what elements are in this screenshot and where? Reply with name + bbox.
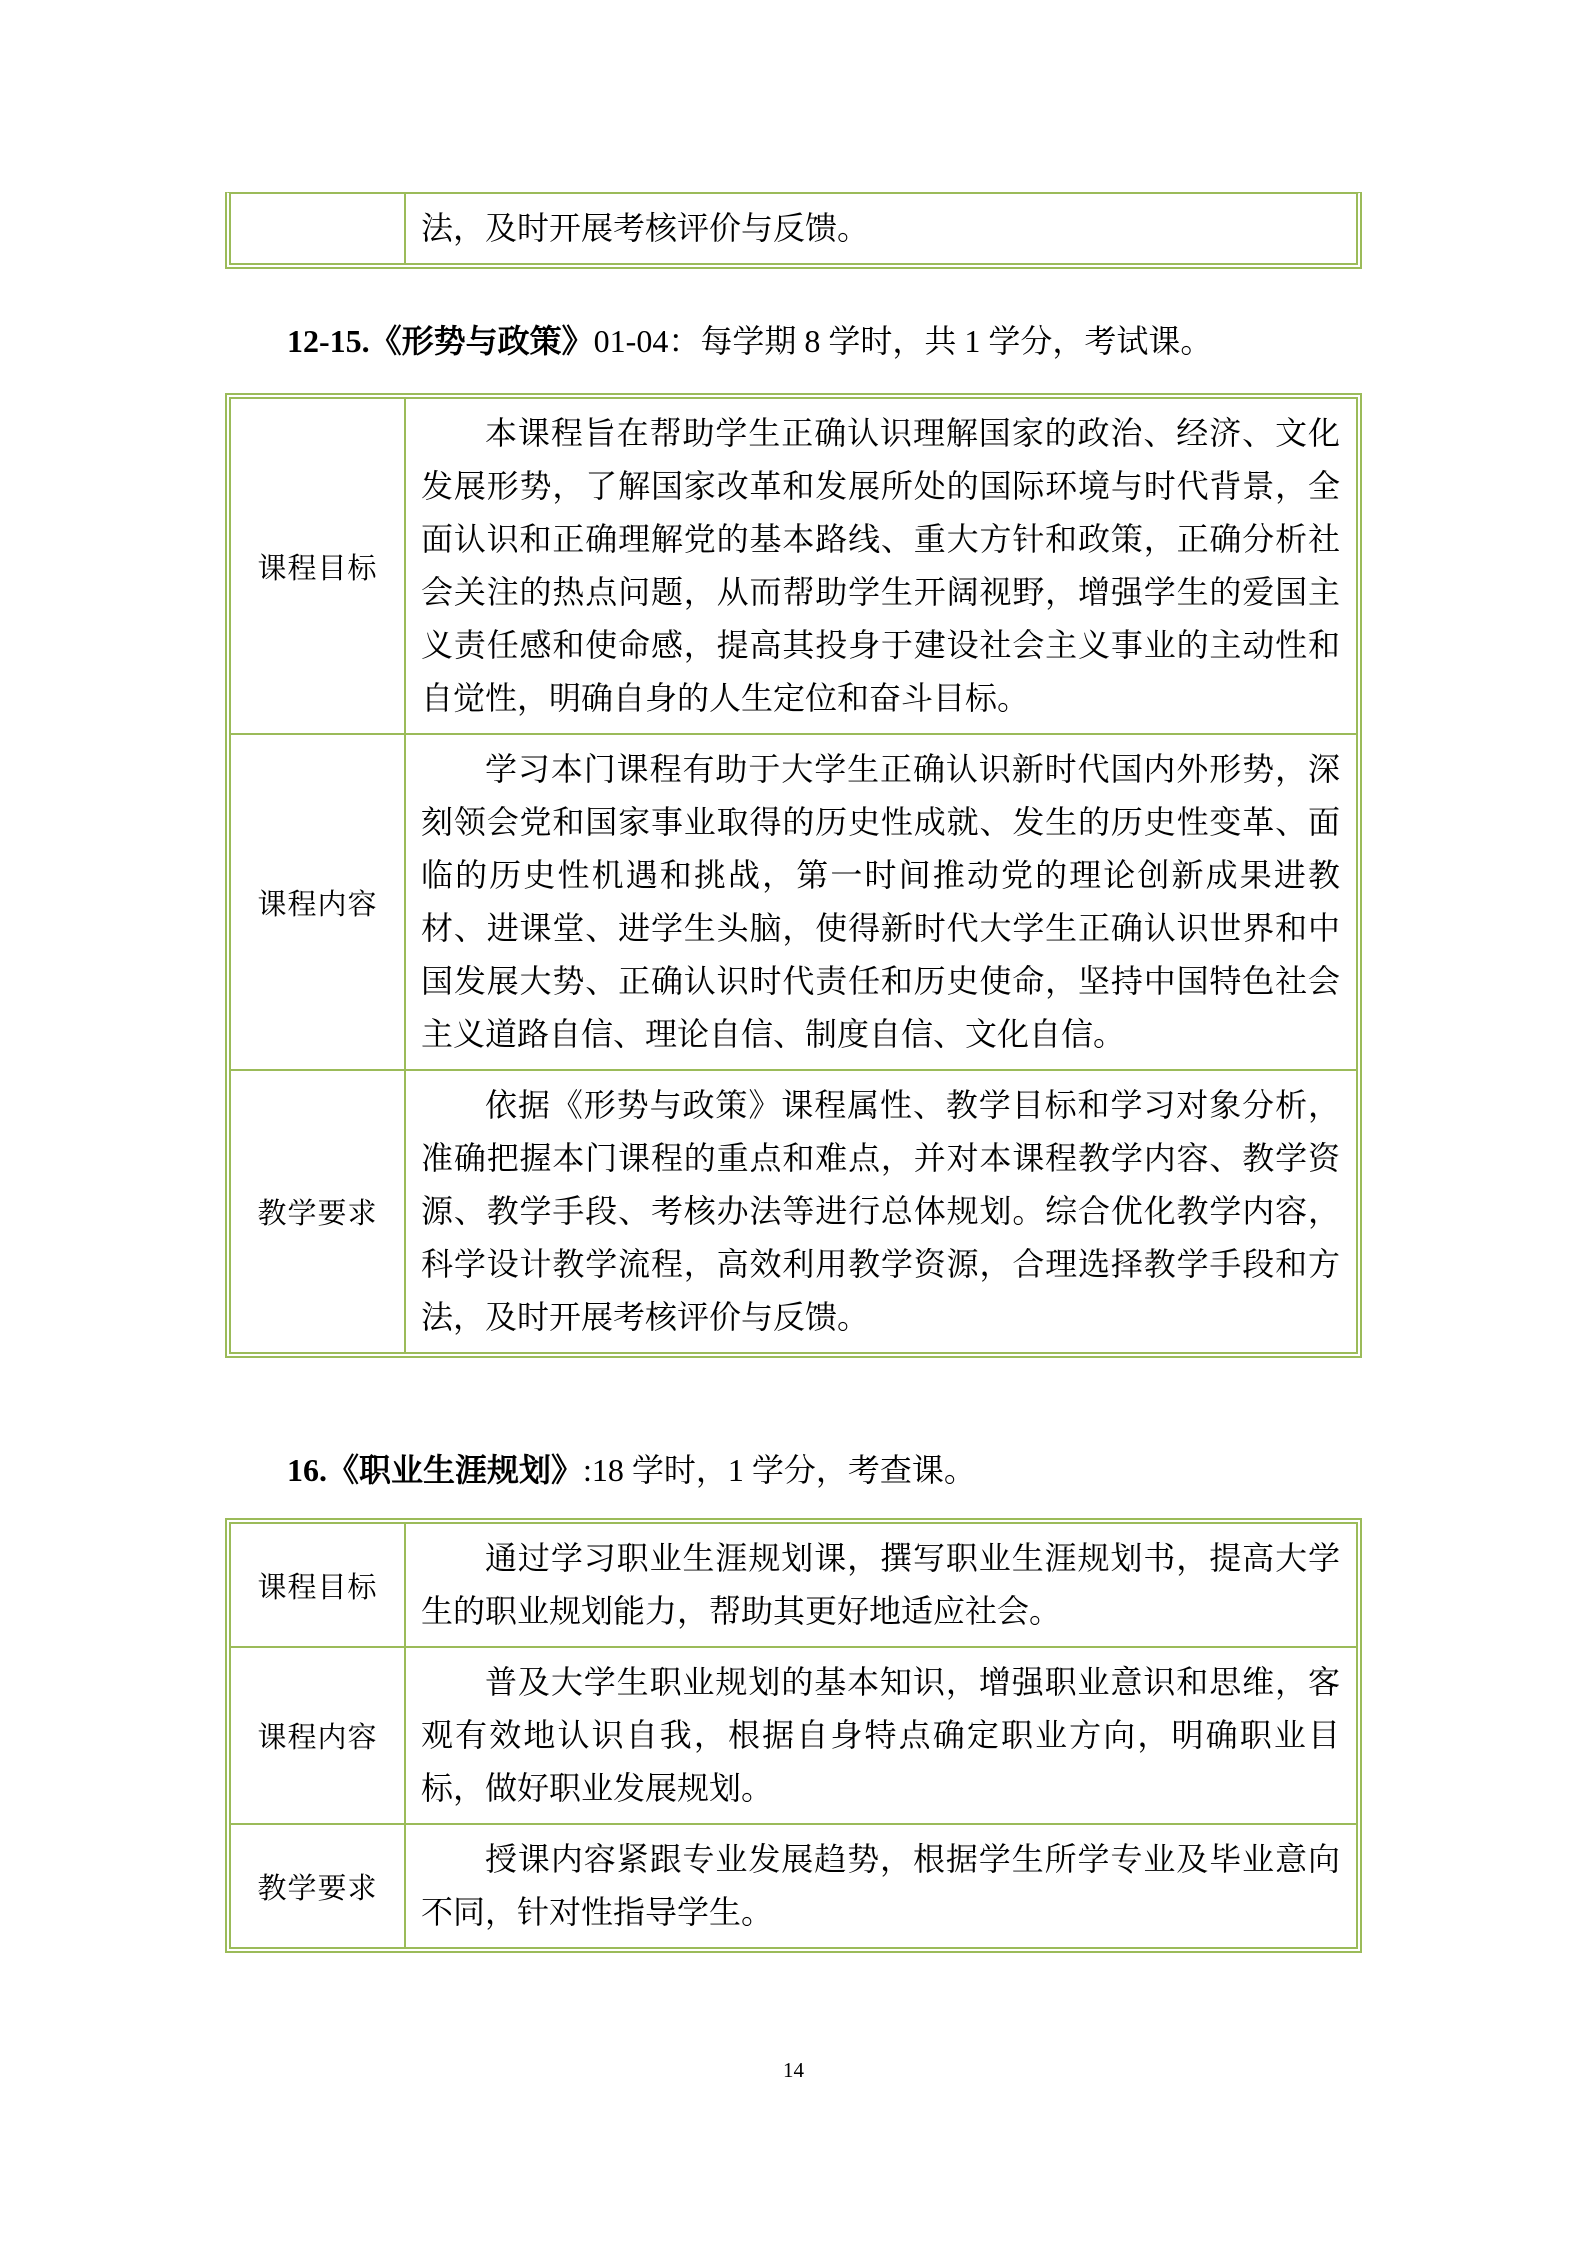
carryover-label-cell <box>231 194 405 263</box>
table-row <box>231 734 1356 1070</box>
course-table-1 <box>225 393 1362 1358</box>
course-heading-2-title: 16.《职业生涯规划》 <box>287 1452 584 1488</box>
row-content-content <box>405 734 1356 1070</box>
table-row <box>231 1070 1356 1352</box>
carryover-content-cell <box>405 194 1356 263</box>
row-content-goal <box>405 1524 1356 1647</box>
row-content-goal <box>405 399 1356 734</box>
course-heading-1-title: 12-15.《形势与政策》 <box>287 323 594 359</box>
row-content-requirements-text: 依据《形势与政策》课程属性、教学目标和学习对象分析，准确把握本门课程的重点和难点，并对本课程教学内容、教学资源、教学手段、考核办法等进行总体规划。综合优化教学内容，科学设计教学流程，高效利用教学资源，合理选择教学手段和方法，及时开展考核评价与反馈。 <box>421 1087 1340 1335</box>
row-label-content: 课程内容 <box>231 1647 405 1824</box>
course-heading-2-detail: :18 学时，1 学分，考查课。 <box>583 1452 976 1488</box>
table-row <box>231 399 1356 734</box>
row-label-goal: 课程目标 <box>231 399 405 734</box>
course-heading-1-detail: 01-04：每学期 8 学时，共 1 学分，考试课。 <box>593 323 1213 359</box>
table-row <box>231 1647 1356 1824</box>
row-content-requirements-text: 授课内容紧跟专业发展趋势，根据学生所学专业及毕业意向不同，针对性指导学生。 <box>421 1841 1340 1930</box>
table-row <box>231 1524 1356 1647</box>
row-label-goal: 课程目标 <box>231 1524 405 1647</box>
table-row <box>231 1824 1356 1947</box>
course-table-2 <box>225 1518 1362 1953</box>
row-content-requirements <box>405 1070 1356 1352</box>
row-content-requirements <box>405 1824 1356 1947</box>
course-heading-2 <box>225 1450 1362 1490</box>
row-label-requirements: 教学要求 <box>231 1070 405 1352</box>
row-content-goal-text: 通过学习职业生涯规划课，撰写职业生涯规划书，提高大学生的职业规划能力，帮助其更好地适应社会。 <box>421 1540 1340 1629</box>
row-content-content-text: 普及大学生职业规划的基本知识，增强职业意识和思维，客观有效地认识自我，根据自身特点确定职业方向，明确职业目标，做好职业发展规划。 <box>421 1664 1340 1806</box>
row-content-content-text: 学习本门课程有助于大学生正确认识新时代国内外形势，深刻领会党和国家事业取得的历史性成就、发生的历史性变革、面临的历史性机遇和挑战，第一时间推动党的理论创新成果进教材、进课堂、进学生头脑，使得新时代大学生正确认识世界和中国发展大势、正确认识时代责任和历史使命，坚持中国特色社会主义道路自信、理论自信、制度自信、文化自信。 <box>421 751 1340 1052</box>
carryover-text: 法，及时开展考核评价与反馈。 <box>421 210 870 246</box>
row-label-requirements: 教学要求 <box>231 1824 405 1947</box>
row-label-content: 课程内容 <box>231 734 405 1070</box>
page-number: 14 <box>783 2058 804 2082</box>
row-content-goal-text: 本课程旨在帮助学生正确认识理解国家的政治、经济、文化发展形势，了解国家改革和发展所处的国际环境与时代背景，全面认识和正确理解党的基本路线、重大方针和政策，正确分析社会关注的热点问题，从而帮助学生开阔视野，增强学生的爱国主义责任感和使命感，提高其投身于建设社会主义事业的主动性和自觉性，明确自身的人生定位和奋斗目标。 <box>421 415 1340 716</box>
table-row <box>231 194 1356 263</box>
row-content-content <box>405 1647 1356 1824</box>
carryover-table <box>225 192 1362 269</box>
course-heading-1 <box>225 321 1362 361</box>
